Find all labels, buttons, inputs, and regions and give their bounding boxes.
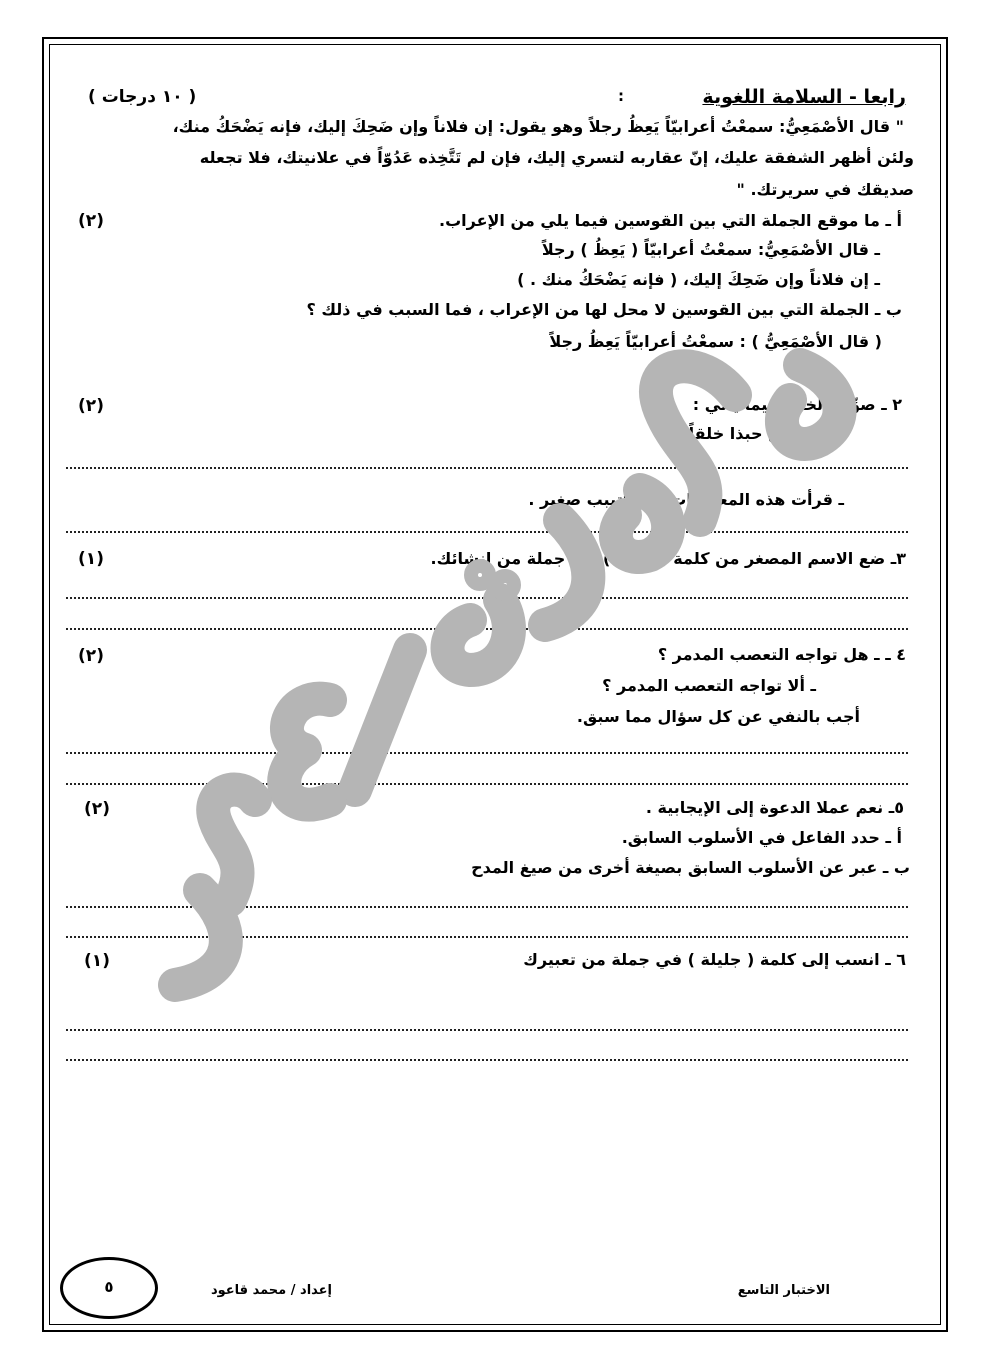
- passage-line-2: ولئن أظهر الشفقة عليك، إنّ عقاربه لتسري إليك، فإن لم تَتَّخِذه عَدُوّاً في علانيتك، فلا تجعله: [199, 148, 914, 167]
- header-colon: :: [618, 87, 624, 105]
- q6-score: (١): [84, 951, 110, 971]
- q2-item-1: ـ الصدق حبذا خلقاً .: [676, 424, 830, 443]
- q4-item-2: ـ ألا تواجه التعصب المدمر ؟: [602, 676, 816, 695]
- q6-answer-line-2[interactable]: [66, 1058, 908, 1061]
- section-title: رابعا - السلامة اللغوية: [702, 86, 906, 108]
- q2-prompt: ٢ ـ صوِّب الخطأ فيما يأتي :: [692, 395, 902, 414]
- passage-line-3: صديقك في سريرتك. ": [736, 180, 914, 199]
- q1-part-b-item: ( قال الأصْمَعِيُّ ) : سمعْتُ أعرابيّاً يَعِظُ رجلاً: [549, 332, 882, 351]
- q2-answer-line-2[interactable]: [66, 530, 908, 533]
- q5-part-a: أ ـ حدد الفاعل في الأسلوب السابق.: [621, 828, 902, 847]
- q1-part-a: أ ـ ما موقع الجملة التي بين القوسين فيما يلي من الإعراب.: [438, 211, 902, 230]
- q2-item-2: ـ قرأت هذه المعلومات في كتيبب صغير .: [528, 490, 844, 509]
- footer-exam-label: الاختبار التاسع: [737, 1283, 830, 1298]
- q4-answer-line-1[interactable]: [66, 751, 908, 754]
- q5-answer-line-1[interactable]: [66, 905, 908, 908]
- q3-prompt: ٣ـ ضع الاسم المصغر من كلمة ( صناع ) في جملة من إنشائك.: [430, 549, 906, 568]
- q2-answer-line-1[interactable]: [66, 466, 908, 469]
- q5-prompt: ٥ـ نعم عملا الدعوة إلى الإيجابية .: [645, 798, 904, 817]
- q4-instruction: أجب بالنفي عن كل سؤال مما سبق.: [576, 707, 860, 726]
- q1-item-2: ـ إن فلاناً وإن ضَحِكَ إليك، ( فإنه يَضْحَكُ منك . ): [517, 270, 880, 289]
- q6-prompt: ٦ ـ انسب إلى كلمة ( جليلة ) في جملة من تعبيرك: [523, 950, 906, 969]
- q4-item-1: ٤ ـ ـ هل تواجه التعصب المدمر ؟: [657, 645, 906, 664]
- passage-line-1: " قال الأصْمَعِيُّ: سمعْتُ أعرابيّاً يَعِظُ رجلاً وهو يقول: إن فلاناً وإن ضَحِكَ إليك، فإنه يَضْحَكُ منك،: [172, 117, 904, 136]
- q5-answer-line-2[interactable]: [66, 935, 908, 938]
- q4-score: (٢): [78, 646, 104, 666]
- q1-part-b: ب ـ الجملة التي بين القوسين لا محل لها من الإعراب ، فما السبب في ذلك ؟: [306, 300, 902, 319]
- q3-answer-line-1[interactable]: [66, 596, 908, 599]
- q4-answer-line-2[interactable]: [66, 782, 908, 785]
- q5-score: (٢): [84, 799, 110, 819]
- q3-score: (١): [78, 549, 104, 569]
- q1-score: (٢): [78, 211, 104, 231]
- q6-answer-line-1[interactable]: [66, 1028, 908, 1031]
- q5-part-b: ب ـ عبر عن الأسلوب السابق بصيغة أخرى من صيغ المدح: [471, 858, 910, 877]
- page-number: ٥: [104, 1278, 114, 1296]
- footer-author: إعداد / محمد قاعود: [210, 1283, 332, 1298]
- total-marks: ( ١٠ درجات ): [88, 87, 197, 107]
- q2-score: (٢): [78, 396, 104, 416]
- q1-item-1: ـ قال الأصْمَعِيُّ: سمعْتُ أعرابيّاً ( يَعِظُ ) رجلاً: [541, 240, 880, 259]
- q3-answer-line-2[interactable]: [66, 627, 908, 630]
